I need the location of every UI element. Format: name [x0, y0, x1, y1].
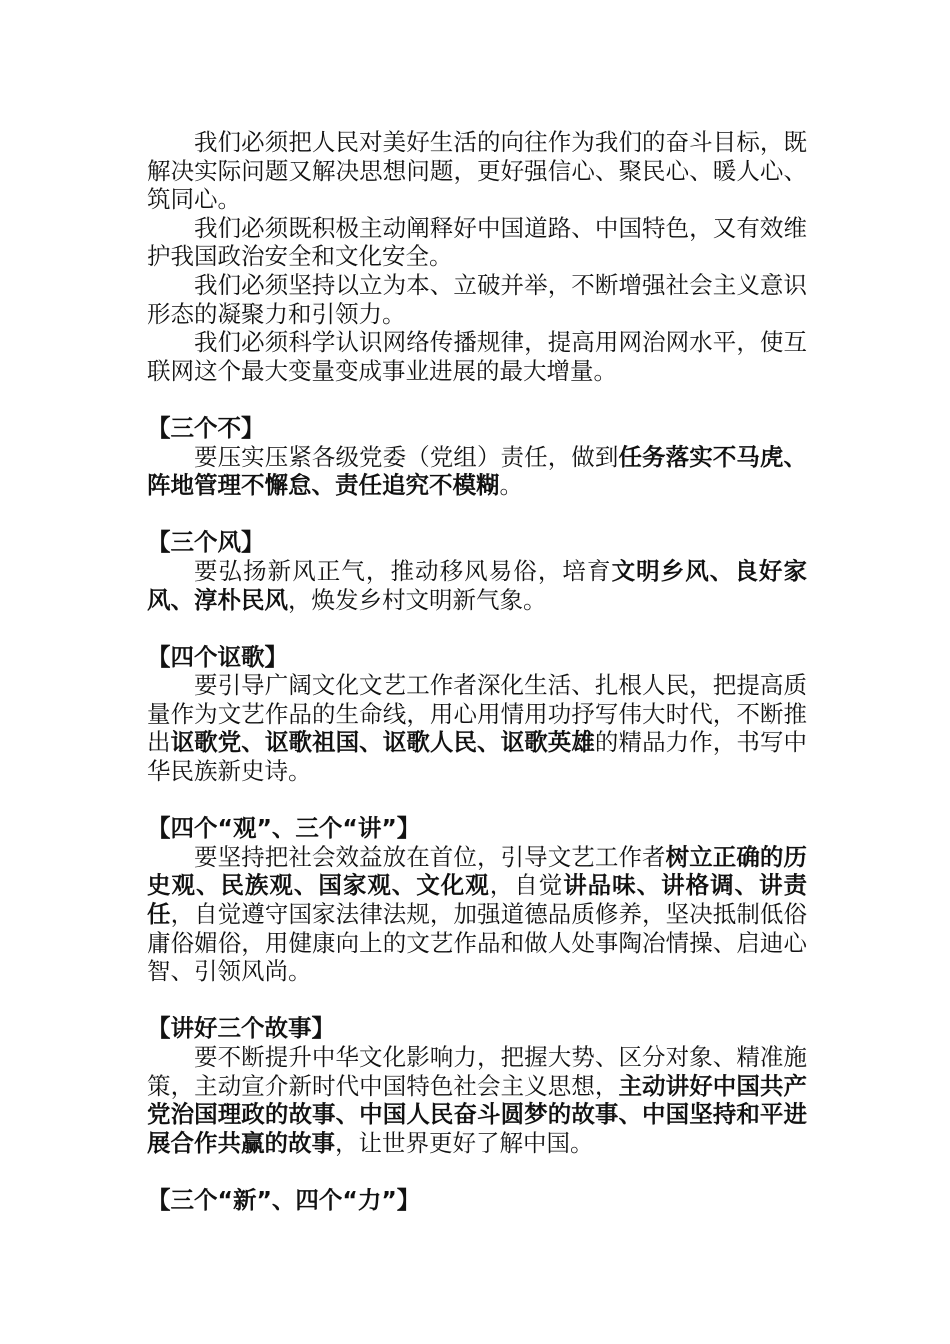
body-text-plain: 要压实压紧各级党委（党组）责任，做到 [194, 442, 619, 471]
section-heading-jiang-hao-gushi: 【讲好三个故事】 [147, 1014, 335, 1043]
body-text-emphasis: 树立正确的历史观、民族观、国家观、文化观 [147, 842, 808, 900]
document-page [147, 128, 807, 1215]
intro-paragraph-2: 我们必须既积极主动阐释好中国道路、中国特色，又有效维护我国政治安全和文化安全。 [147, 213, 807, 271]
body-text-plain: 要不断提升中华文化影响力，把握大势、区分对象、精准施策，主动宣介新时代中国特色社会主义思想， [147, 1043, 807, 1100]
spacer [147, 786, 807, 815]
spacer [147, 614, 807, 643]
body-text-emphasis: 讲品味、讲格调、讲责任 [147, 871, 808, 929]
section-heading-san-ge-xin: 【三个“新”、四个“力”】 [147, 1185, 421, 1214]
body-text-plain: 要坚持把社会效益放在首位，引导文艺工作者 [194, 842, 666, 871]
spacer [147, 1157, 807, 1186]
intro-paragraph-4: 我们必须科学认识网络传播规律，提高用网治网水平，使互联网这个最大变量变成事业进展的最大增量。 [147, 328, 807, 385]
body-text-emphasis: 讴歌党、讴歌祖国、讴歌人民、讴歌英雄 [170, 728, 595, 757]
section-heading-si-ge-guan: 【四个“观”、三个“讲”】 [147, 814, 421, 843]
body-text-plain: ，自觉 [489, 871, 564, 900]
spacer [147, 500, 807, 529]
section-body-si-ge-guan [147, 843, 807, 986]
body-text-plain: 要引导广阔文化文艺工作者深化生活、扎根人民，把提高质量作为文艺作品的生命线，用心用情用功抒写伟大时代，不断推出 [147, 671, 807, 757]
body-text-plain: ，让世界更好了解中国。 [335, 1128, 594, 1157]
body-text-plain: 的精品力作，书写中华民族新史诗。 [147, 728, 808, 786]
body-text-plain: 。 [499, 471, 523, 500]
body-text-plain: 要弘扬新风正气，推动移风易俗，培育 [194, 556, 612, 585]
section-body-jiang-hao-gushi [147, 1043, 807, 1157]
spacer [147, 385, 807, 414]
section-heading-san-ge-bu: 【三个不】 [147, 413, 265, 442]
section-heading-san-ge-feng: 【三个风】 [147, 528, 265, 557]
body-text-emphasis: 文明乡风、良好家风、淳朴民风 [147, 556, 807, 614]
body-text-emphasis: 主动讲好中国共产党治国理政的故事、中国人民奋斗圆梦的故事、中国坚持和平进展合作共赢的故事 [147, 1071, 808, 1157]
body-text-plain: ，自觉遵守国家法律法规，加强道德品质修养，坚决抵制低俗庸俗媚俗，用健康向上的文艺作品和做人处事陶冶情操、启迪心智、引领风尚。 [147, 900, 808, 986]
section-body-san-ge-bu [147, 443, 807, 500]
body-text-plain: ，焕发乡村文明新气象。 [288, 585, 547, 614]
section-heading-si-ge-ouge: 【四个讴歌】 [147, 642, 288, 671]
intro-paragraph-1: 我们必须把人民对美好生活的向往作为我们的奋斗目标，既解决实际问题又解决思想问题，更好强信心、聚民心、暖人心、筑同心。 [147, 128, 807, 214]
spacer [147, 986, 807, 1015]
section-body-si-ge-ouge [147, 671, 807, 785]
body-text-emphasis: 任务落实不马虎、阵地管理不懈怠、责任追究不模糊 [147, 442, 808, 500]
section-body-san-ge-feng [147, 557, 807, 614]
intro-paragraph-3: 我们必须坚持以立为本、立破并举，不断增强社会主义意识形态的凝聚力和引领力。 [147, 270, 807, 328]
